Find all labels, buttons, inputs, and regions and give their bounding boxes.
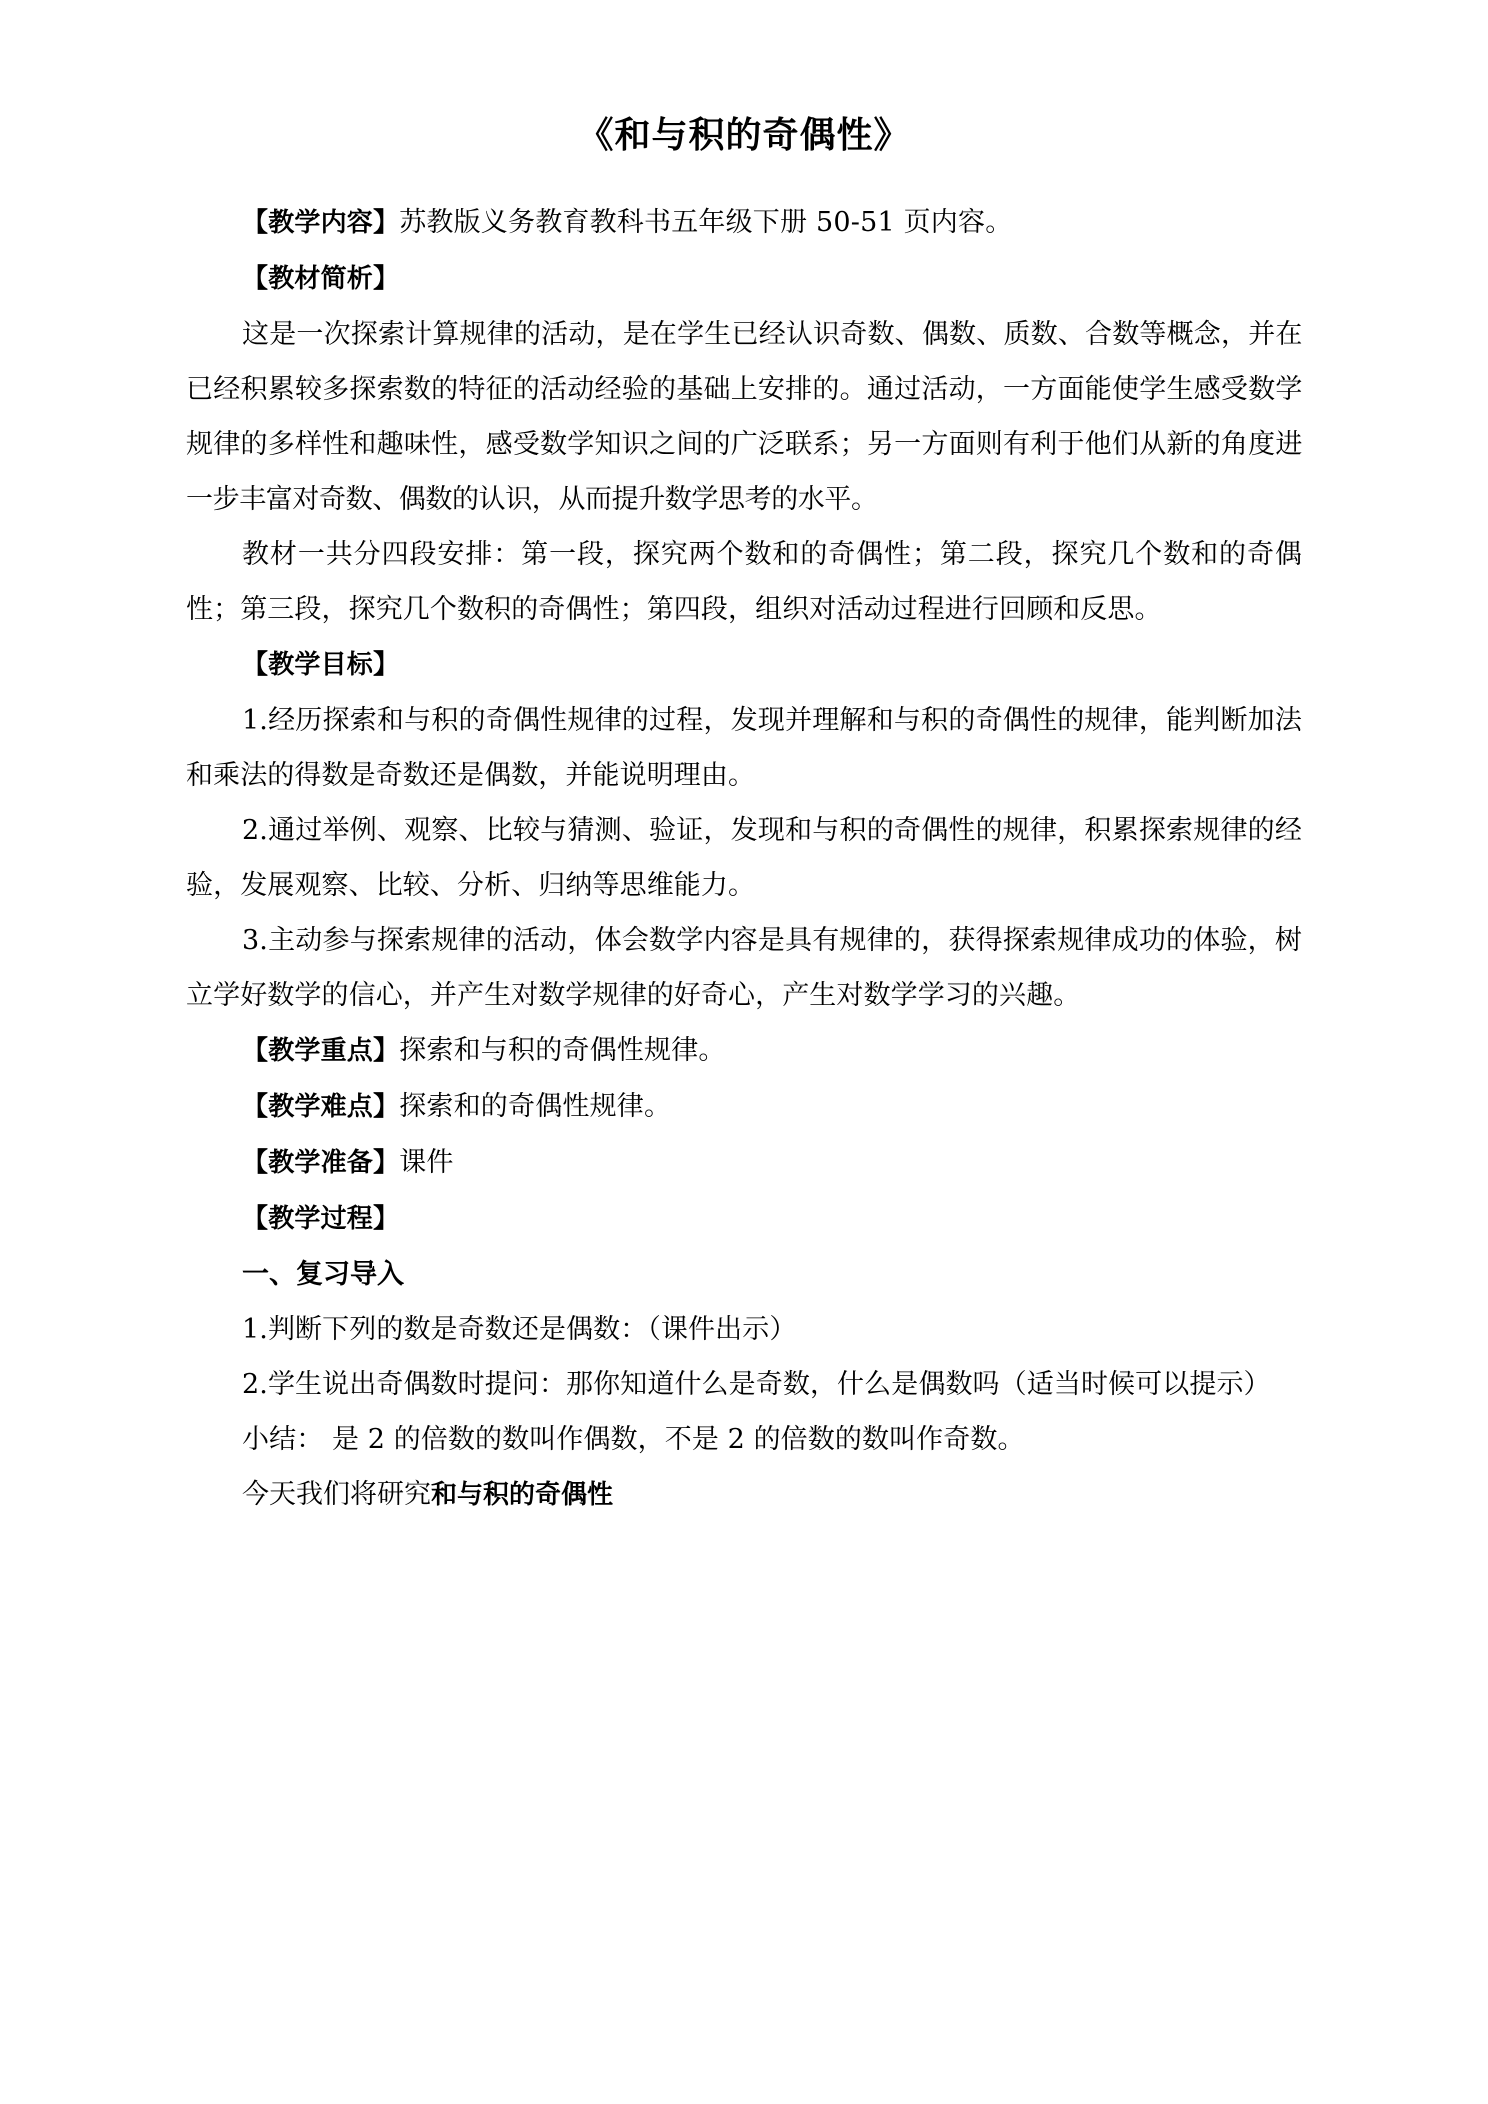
section-heading-teaching-objectives: 【教学目标】 [242, 649, 400, 680]
material-analysis-paragraph-2: 教材一共分四段安排：第一段，探究两个数和的奇偶性；第二段，探究几个数和的奇偶性；第三段，探究几个数积的奇偶性；第四段，组织对活动过程进行回顾和反思。 [186, 538, 1302, 625]
section-body-teaching-preparation: 课件 [399, 1146, 454, 1178]
section-teaching-content [186, 195, 1302, 251]
process-closing-line [186, 1467, 1302, 1523]
section-heading-material-analysis: 【教材简析】 [242, 263, 400, 294]
objective-item-3: 3.主动参与探索规律的活动，体会数学内容是具有规律的，获得探索规律成功的体验，树立学好数学的信心，并产生对数学规律的好奇心，产生对数学学习的兴趣。 [186, 924, 1302, 1011]
section-teaching-preparation [186, 1135, 1302, 1191]
process-item-1: 1.判断下列的数是奇数还是偶数：（课件出示） [242, 1313, 797, 1345]
section-material-analysis [186, 251, 1302, 307]
material-analysis-paragraph-1: 这是一次探索计算规律的活动，是在学生已经认识奇数、偶数、质数、合数等概念，并在已经积累较多探索数的特征的活动经验的基础上安排的。通过活动，一方面能使学生感受数学规律的多样性和趣味性，感受数学知识之间的广泛联系；另一方面则有利于他们从新的角度进一步丰富对奇数、偶数的认识，从而提升数学思考的水平。 [186, 318, 1302, 515]
section-heading-teaching-focus: 【教学重点】 [242, 1035, 400, 1066]
page-title: 《和与积的奇偶性》 [577, 115, 911, 156]
section-body-teaching-difficulty: 探索和的奇偶性规律。 [399, 1090, 672, 1122]
section-teaching-focus [186, 1023, 1302, 1079]
objective-item-2: 2.通过举例、观察、比较与猜测、验证，发现和与积的奇偶性的规律，积累探索规律的经验，发展观察、比较、分析、归纳等思维能力。 [186, 814, 1302, 901]
process-step-one-heading: 一、复习导入 [242, 1258, 404, 1290]
objective-item-1: 1.经历探索和与积的奇偶性规律的过程，发现并理解和与积的奇偶性的规律，能判断加法和乘法的得数是奇数还是偶数，并能说明理由。 [186, 704, 1302, 791]
process-item-2: 2.学生说出奇偶数时提问：那你知道什么是奇数，什么是偶数吗（适当时候可以提示） [242, 1368, 1271, 1400]
process-item-3: 小结： 是 2 的倍数的数叫作偶数，不是 2 的倍数的数叫作奇数。 [242, 1423, 1025, 1455]
section-body-teaching-focus: 探索和与积的奇偶性规律。 [399, 1034, 726, 1066]
section-teaching-difficulty [186, 1079, 1302, 1135]
process-closing-prefix: 今天我们将研究 [242, 1478, 431, 1510]
section-heading-teaching-content: 【教学内容】 [242, 207, 400, 238]
section-teaching-process [186, 1191, 1302, 1247]
section-heading-teaching-preparation: 【教学准备】 [242, 1147, 400, 1178]
section-heading-teaching-difficulty: 【教学难点】 [242, 1091, 400, 1122]
section-body-teaching-content: 苏教版义务教育教科书五年级下册 50-51 页内容。 [399, 206, 1013, 238]
process-closing-emphasis: 和与积的奇偶性 [431, 1479, 614, 1510]
section-teaching-objectives [186, 637, 1302, 693]
section-heading-teaching-process: 【教学过程】 [242, 1203, 400, 1234]
